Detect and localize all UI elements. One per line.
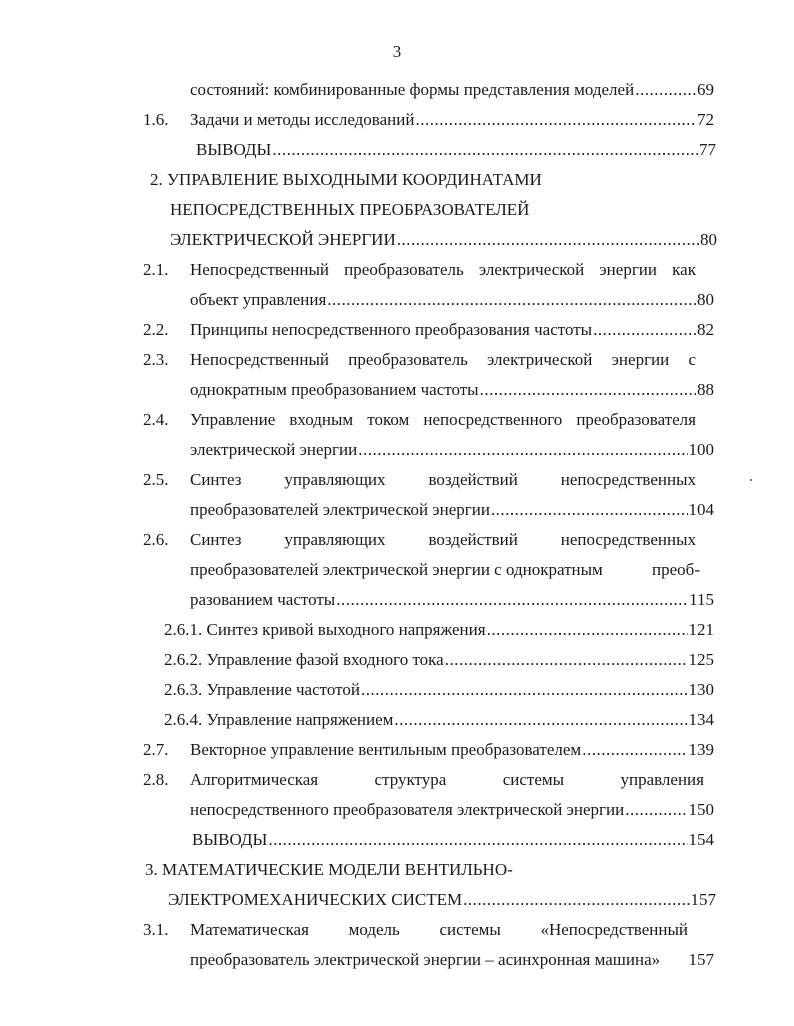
toc-entry-2-6-line-1[interactable]: Синтез управляющих воздействий непосредственных [190,530,696,549]
toc-page-number: 157 [688,950,714,969]
toc-page-number: 121 [688,620,714,639]
toc-section-number: 2.8. [143,770,169,789]
toc-entry-2-4-line-2[interactable] [190,438,714,462]
toc-entry-3-1-line-1[interactable]: Математическая модель системы «Непосредственный [190,920,688,939]
toc-entry-2-1-line-1[interactable]: Непосредственный преобразователь электрической энергии как [190,260,696,279]
chapter-3-title-line-1[interactable]: 3. МАТЕМАТИЧЕСКИЕ МОДЕЛИ ВЕНТИЛЬНО- [145,860,513,879]
toc-entry-conclusions-2[interactable] [192,828,714,852]
toc-entry-2-6-4[interactable] [164,708,714,732]
dot-leader [625,798,687,822]
toc-page-number: 82 [697,320,714,339]
toc-section-number: 2.2. [143,320,169,339]
toc-entry-text: непосредственного преобразователя электрической энергии [190,800,625,819]
scan-speck [750,479,752,481]
toc-entry-2-3-line-2[interactable] [190,378,714,402]
toc-page-number: 157 [690,890,716,909]
toc-page-number: 100 [688,440,714,459]
dot-leader [361,678,688,702]
page-number: 3 [392,42,402,61]
toc-page-number: 104 [688,500,714,519]
toc-entry-text: 2.6.2. Управление фазой входного тока [164,650,444,669]
dot-leader [272,138,698,162]
toc-page-number: 69 [697,80,714,99]
toc-section-number: 1.6. [143,110,169,129]
dot-leader [336,588,688,612]
toc-section-number: 2.7. [143,740,169,759]
toc-page-number: 125 [688,650,714,669]
toc-page-number: 88 [697,380,714,399]
toc-entry-text: ВЫВОДЫ [196,140,272,159]
toc-entry-conclusions-1[interactable] [196,138,716,162]
dot-leader [593,318,696,342]
dot-leader [487,618,688,642]
toc-page-number: 77 [699,140,716,159]
toc-entry-text: преобразователей электрической энергии [190,500,490,519]
toc-entry-text: преобразователь электрической энергии – асинхронная машина» [190,950,661,969]
toc-entry-2-2[interactable] [190,318,714,342]
dot-leader [582,738,687,762]
toc-entry-2-6-3[interactable] [164,678,714,702]
toc-section-number: 3.1. [143,920,169,939]
toc-entry-2-3-line-1[interactable]: Непосредственный преобразователь электрической энергии с [190,350,696,369]
toc-section-number: 2.3. [143,350,169,369]
toc-entry-text: однократным преобразованием частоты [190,380,479,399]
toc-entry-2-6-1[interactable] [164,618,714,642]
toc-entry-text: 2.6.3. Управление частотой [164,680,360,699]
dot-leader [358,438,687,462]
toc-page-number: 115 [689,590,714,609]
toc-entry-text: Задачи и методы исследований [190,110,415,129]
toc-page-number: 134 [688,710,714,729]
dot-leader [491,498,688,522]
toc-entry-2-8-line-2[interactable] [190,798,714,822]
toc-page-number: 72 [697,110,714,129]
toc-entry-chapter-3[interactable] [168,888,716,912]
toc-entry-3-1-line-2[interactable] [190,948,714,972]
chapter-2-title-line-2[interactable]: НЕПОСРЕДСТВЕННЫХ ПРЕОБРАЗОВАТЕЛЕЙ [170,200,530,219]
toc-entry-2-6-line-2[interactable]: преобразователей электрической энергии с однократным преоб- [190,560,700,579]
dot-leader [415,108,696,132]
toc-entry-2-5-line-1[interactable]: Синтез управляющих воздействий непосредственных [190,470,696,489]
dot-leader [635,78,696,102]
toc-page-number: 154 [688,830,714,849]
toc-entry-text: ВЫВОДЫ [192,830,268,849]
toc-entry-text: состояний: комбинированные формы представления моделей [190,80,635,99]
toc-entry-2-6-2[interactable] [164,648,714,672]
toc-section-number: 2.1. [143,260,169,279]
toc-page-number: 130 [688,680,714,699]
toc-section-number: 2.5. [143,470,169,489]
toc-entry-text: ЭЛЕКТРИЧЕСКОЙ ЭНЕРГИИ [170,230,396,249]
dot-leader [445,648,688,672]
dot-leader [463,888,689,912]
dot-leader [327,288,696,312]
toc-section-number: 2.4. [143,410,169,429]
toc-entry-text: ЭЛЕКТРОМЕХАНИЧЕСКИХ СИСТЕМ [168,890,463,909]
toc-entry-2-7[interactable] [190,738,714,762]
toc-entry-text: электрической энергии [190,440,358,459]
toc-entry-chapter-2[interactable] [170,228,717,252]
toc-entry-1-5-continuation[interactable] [190,78,714,102]
chapter-2-title-line-1[interactable]: 2. УПРАВЛЕНИЕ ВЫХОДНЫМИ КООРДИНАТАМИ [150,170,542,189]
toc-entry-text: 2.6.4. Управление напряжением [164,710,394,729]
toc-entry-2-6-line-3[interactable] [190,588,714,612]
toc-entry-2-4-line-1[interactable]: Управление входным током непосредственного преобразователя [190,410,696,429]
toc-entry-2-1-line-2[interactable] [190,288,714,312]
dot-leader [394,708,687,732]
toc-entry-2-8-line-1[interactable]: Алгоритмическая структура системы управления [190,770,704,789]
dot-leader [397,228,699,252]
toc-entry-text: разованием частоты [190,590,336,609]
toc-section-number: 2.6. [143,530,169,549]
toc-page-number: 80 [697,290,714,309]
toc-entry-1-6[interactable] [190,108,714,132]
toc-page-number: 139 [688,740,714,759]
toc-page-number: 150 [688,800,714,819]
toc-entry-text: объект управления [190,290,327,309]
dot-leader [480,378,696,402]
toc-page-number: 80 [700,230,717,249]
toc-entry-text: 2.6.1. Синтез кривой выходного напряжения [164,620,486,639]
toc-entry-text: Векторное управление вентильным преобразователем [190,740,582,759]
toc-entry-2-5-line-2[interactable] [190,498,714,522]
toc-entry-text: Принципы непосредственного преобразования частоты [190,320,593,339]
dot-leader [268,828,687,852]
